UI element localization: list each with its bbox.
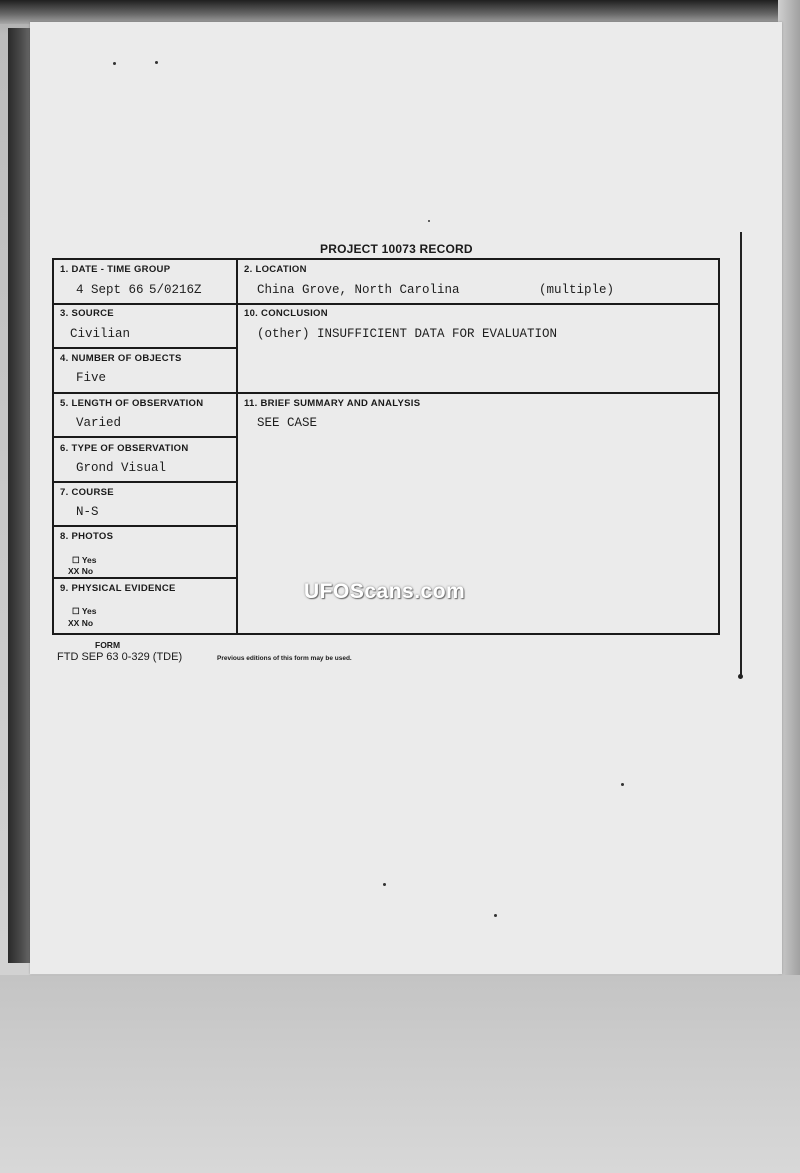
photos-no-label: No — [81, 566, 94, 576]
location-value: China Grove, North Carolina — [257, 283, 460, 297]
number-of-objects-value: Five — [76, 371, 107, 385]
record-form — [52, 258, 720, 635]
scan-top-edge — [0, 0, 800, 24]
photos-label: 8. PHOTOS — [60, 531, 114, 542]
summary-label: 11. BRIEF SUMMARY AND ANALYSIS — [244, 398, 421, 409]
scanner-bed — [0, 975, 800, 1173]
row-divider — [54, 481, 237, 483]
dust-speck — [428, 220, 430, 222]
number-of-objects-label: 4. NUMBER OF OBJECTS — [60, 353, 182, 364]
location-note: (multiple) — [539, 283, 615, 297]
form-id: FTD SEP 63 0-329 (TDE) — [57, 651, 183, 663]
type-of-observation-label: 6. TYPE OF OBSERVATION — [60, 443, 189, 454]
checkbox-icon: ☐ — [72, 555, 80, 565]
form-title: PROJECT 10073 RECORD — [320, 242, 473, 256]
row-divider — [54, 392, 718, 394]
conclusion-label: 10. CONCLUSION — [244, 308, 328, 319]
summary-value: SEE CASE — [257, 416, 318, 430]
date-time-label: 1. DATE - TIME GROUP — [60, 264, 171, 275]
evidence-no-option[interactable] — [68, 618, 93, 628]
location-label: 2. LOCATION — [244, 264, 307, 275]
source-value: Civilian — [70, 327, 131, 341]
time-value: 5/0216Z — [149, 283, 202, 297]
evidence-yes-label: Yes — [81, 606, 97, 616]
conclusion-value: (other) INSUFFICIENT DATA FOR EVALUATION — [257, 327, 558, 341]
row-divider — [54, 436, 237, 438]
evidence-no-label: No — [81, 618, 94, 628]
margin-rule — [740, 232, 742, 677]
photos-yes-label: Yes — [81, 555, 97, 565]
photos-yes-option[interactable] — [72, 555, 97, 566]
evidence-yes-option[interactable] — [72, 606, 97, 617]
footer-note: Previous editions of this form may be used. — [217, 655, 352, 662]
checked-mark-icon: XX — [68, 566, 80, 576]
dust-speck — [621, 783, 624, 786]
source-label: 3. SOURCE — [60, 308, 114, 319]
dust-speck — [383, 883, 386, 886]
checkbox-icon: ☐ — [72, 606, 80, 616]
dust-speck — [155, 61, 158, 64]
row-divider — [54, 303, 718, 305]
course-label: 7. COURSE — [60, 487, 114, 498]
physical-evidence-label: 9. PHYSICAL EVIDENCE — [60, 583, 176, 594]
row-divider — [54, 525, 237, 527]
course-value: N-S — [76, 505, 99, 519]
margin-rule-dot — [738, 674, 743, 679]
type-of-observation-value: Grond Visual — [76, 461, 167, 475]
date-value: 4 Sept 66 — [76, 283, 144, 297]
row-divider — [54, 577, 237, 579]
watermark: UFOScans.com — [304, 580, 466, 603]
row-divider — [54, 347, 237, 349]
length-of-observation-value: Varied — [76, 416, 122, 430]
form-word: FORM — [95, 640, 121, 650]
dust-speck — [113, 62, 116, 65]
length-of-observation-label: 5. LENGTH OF OBSERVATION — [60, 398, 204, 409]
checked-mark-icon: XX — [68, 618, 80, 628]
photos-no-option[interactable] — [68, 566, 93, 576]
dust-speck — [494, 914, 497, 917]
